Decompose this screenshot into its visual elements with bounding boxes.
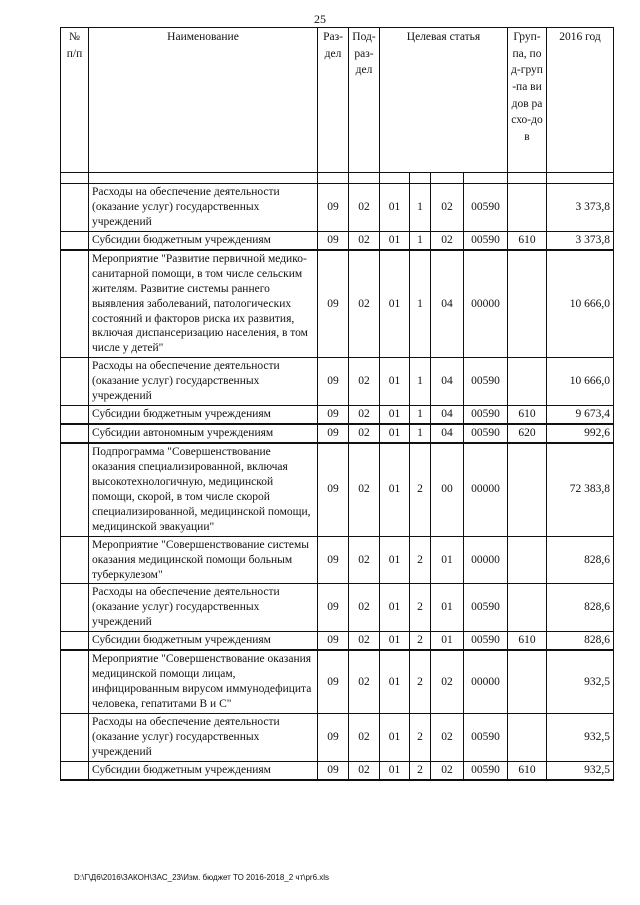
- row-expense-group: 610: [508, 231, 547, 249]
- row-razdel: 09: [318, 443, 349, 536]
- row-razdel: 09: [318, 713, 349, 761]
- row-target-direction: 00590: [464, 761, 508, 779]
- row-target-program: 01: [380, 184, 410, 232]
- table-row: [61, 184, 614, 232]
- row-name: Расходы на обеспечение деятельности (оказание услуг) государственных учреждений: [89, 358, 318, 406]
- row-target-program: 01: [380, 536, 410, 584]
- row-name: Мероприятие "Совершенствование системы оказания медицинской помощи больным туберкулезом": [89, 536, 318, 584]
- file-path-footer: D:\Г\Д6\2016\ЗАКОН\ЗАС_23\Изм. бюджет ТО 2016-2018_2 чт\pr6.xls: [74, 873, 330, 882]
- header-target: Целевая статья: [380, 28, 508, 173]
- row-target-event: 00: [431, 443, 464, 536]
- row-razdel: 09: [318, 250, 349, 358]
- table-row: [61, 650, 614, 713]
- row-num: [61, 536, 89, 584]
- table-row: [61, 250, 614, 358]
- row-target-program: 01: [380, 761, 410, 779]
- header-group: Груп-па, под-груп-па видов расхо-дов: [508, 28, 547, 173]
- row-target-program: 01: [380, 231, 410, 249]
- row-amount-2016: 3 373,8: [547, 231, 614, 249]
- row-target-direction: 00590: [464, 713, 508, 761]
- row-podrazdel: 02: [349, 250, 380, 358]
- row-podrazdel: 02: [349, 536, 380, 584]
- table-row: [61, 231, 614, 249]
- row-razdel: 09: [318, 231, 349, 249]
- row-podrazdel: 02: [349, 406, 380, 424]
- row-podrazdel: 02: [349, 761, 380, 779]
- row-target-event: 02: [431, 650, 464, 713]
- row-target-direction: 00000: [464, 250, 508, 358]
- spacer-row: [61, 173, 614, 184]
- row-target-direction: 00590: [464, 358, 508, 406]
- row-amount-2016: 10 666,0: [547, 250, 614, 358]
- row-target-program: 01: [380, 584, 410, 632]
- row-razdel: 09: [318, 632, 349, 650]
- row-razdel: 09: [318, 761, 349, 779]
- row-podrazdel: 02: [349, 713, 380, 761]
- row-name: Мероприятие "Совершенствование оказания медицинской помощи лицам, инфицированным вирусом иммунодефицита человека, гепатитами В и С": [89, 650, 318, 713]
- table-row: [61, 358, 614, 406]
- row-target-direction: 00590: [464, 424, 508, 443]
- row-num: [61, 761, 89, 779]
- row-num: [61, 650, 89, 713]
- row-razdel: 09: [318, 358, 349, 406]
- row-num: [61, 184, 89, 232]
- row-expense-group: [508, 650, 547, 713]
- row-expense-group: 620: [508, 424, 547, 443]
- row-target-program: 01: [380, 406, 410, 424]
- header-num: № п/п: [61, 28, 89, 173]
- row-amount-2016: 932,5: [547, 761, 614, 779]
- row-podrazdel: 02: [349, 443, 380, 536]
- row-target-direction: 00000: [464, 443, 508, 536]
- row-target-subprogram: 2: [410, 632, 431, 650]
- row-name: Подпрограмма "Совершенствование оказания специализированной, включая высокотехнологичную, медицинской помощи, скорой, в том числе скорой специализированной, медицинской помощи, медицинской эвакуации": [89, 443, 318, 536]
- row-target-program: 01: [380, 358, 410, 406]
- row-num: [61, 584, 89, 632]
- row-num: [61, 713, 89, 761]
- page-number: 25: [314, 12, 326, 26]
- row-podrazdel: 02: [349, 231, 380, 249]
- row-podrazdel: 02: [349, 650, 380, 713]
- row-name: Субсидии автономным учреждениям: [89, 424, 318, 443]
- row-razdel: 09: [318, 650, 349, 713]
- row-target-subprogram: 1: [410, 231, 431, 249]
- row-name: Мероприятие "Развитие первичной медико-санитарной помощи, в том числе сельским жителям. Развитие системы раннего выявления заболеваний, патологических состояний и факторов риска их развития, включая диспансеризацию населения, в том числе у детей": [89, 250, 318, 358]
- row-amount-2016: 992,6: [547, 424, 614, 443]
- row-amount-2016: 3 373,8: [547, 184, 614, 232]
- row-razdel: 09: [318, 584, 349, 632]
- row-target-subprogram: 1: [410, 406, 431, 424]
- row-amount-2016: 932,5: [547, 650, 614, 713]
- row-target-direction: 00590: [464, 231, 508, 249]
- row-target-subprogram: 2: [410, 713, 431, 761]
- budget-table: [60, 27, 614, 781]
- table-row: [61, 584, 614, 632]
- table-header: [61, 28, 614, 173]
- row-target-subprogram: 1: [410, 184, 431, 232]
- row-amount-2016: 10 666,0: [547, 358, 614, 406]
- row-target-program: 01: [380, 443, 410, 536]
- row-razdel: 09: [318, 406, 349, 424]
- row-amount-2016: 828,6: [547, 536, 614, 584]
- table-row: [61, 713, 614, 761]
- row-target-subprogram: 2: [410, 536, 431, 584]
- row-name: Расходы на обеспечение деятельности (оказание услуг) государственных учреждений: [89, 713, 318, 761]
- row-target-direction: 00590: [464, 406, 508, 424]
- row-target-subprogram: 1: [410, 358, 431, 406]
- row-num: [61, 424, 89, 443]
- row-num: [61, 406, 89, 424]
- row-num: [61, 250, 89, 358]
- row-target-program: 01: [380, 650, 410, 713]
- row-amount-2016: 828,6: [547, 584, 614, 632]
- row-expense-group: [508, 443, 547, 536]
- row-target-subprogram: 2: [410, 584, 431, 632]
- row-expense-group: 610: [508, 632, 547, 650]
- row-target-event: 04: [431, 358, 464, 406]
- row-podrazdel: 02: [349, 424, 380, 443]
- row-target-event: 04: [431, 424, 464, 443]
- row-target-event: 01: [431, 584, 464, 632]
- row-target-program: 01: [380, 424, 410, 443]
- row-target-subprogram: 2: [410, 650, 431, 713]
- table-row: [61, 761, 614, 779]
- row-num: [61, 231, 89, 249]
- table-row: [61, 536, 614, 584]
- row-target-event: 02: [431, 231, 464, 249]
- row-expense-group: [508, 713, 547, 761]
- row-target-program: 01: [380, 632, 410, 650]
- row-expense-group: 610: [508, 406, 547, 424]
- row-target-program: 01: [380, 713, 410, 761]
- header-razdel: Раз-дел: [318, 28, 349, 173]
- table-row: [61, 632, 614, 650]
- row-amount-2016: 72 383,8: [547, 443, 614, 536]
- row-expense-group: [508, 184, 547, 232]
- row-num: [61, 632, 89, 650]
- row-target-event: 04: [431, 250, 464, 358]
- row-razdel: 09: [318, 536, 349, 584]
- row-podrazdel: 02: [349, 632, 380, 650]
- row-target-subprogram: 2: [410, 443, 431, 536]
- row-target-direction: 00000: [464, 536, 508, 584]
- row-target-direction: 00590: [464, 184, 508, 232]
- header-podrazdel: Под-раз-дел: [349, 28, 380, 173]
- row-podrazdel: 02: [349, 584, 380, 632]
- row-razdel: 09: [318, 184, 349, 232]
- row-target-direction: 00590: [464, 632, 508, 650]
- row-target-subprogram: 1: [410, 250, 431, 358]
- row-target-event: 02: [431, 713, 464, 761]
- row-target-event: 01: [431, 632, 464, 650]
- table-row: [61, 443, 614, 536]
- row-podrazdel: 02: [349, 358, 380, 406]
- row-name: Субсидии бюджетным учреждениям: [89, 632, 318, 650]
- row-amount-2016: 828,6: [547, 632, 614, 650]
- row-target-direction: 00590: [464, 584, 508, 632]
- row-expense-group: [508, 584, 547, 632]
- row-num: [61, 358, 89, 406]
- row-name: Расходы на обеспечение деятельности (оказание услуг) государственных учреждений: [89, 584, 318, 632]
- row-name: Субсидии бюджетным учреждениям: [89, 761, 318, 779]
- row-name: Субсидии бюджетным учреждениям: [89, 231, 318, 249]
- table-row: [61, 424, 614, 443]
- header-year: 2016 год: [547, 28, 614, 173]
- row-name: Расходы на обеспечение деятельности (оказание услуг) государственных учреждений: [89, 184, 318, 232]
- row-target-subprogram: 1: [410, 424, 431, 443]
- row-target-event: 02: [431, 184, 464, 232]
- row-target-event: 02: [431, 761, 464, 779]
- row-expense-group: [508, 250, 547, 358]
- row-target-event: 01: [431, 536, 464, 584]
- row-expense-group: [508, 536, 547, 584]
- row-expense-group: 610: [508, 761, 547, 779]
- row-razdel: 09: [318, 424, 349, 443]
- row-expense-group: [508, 358, 547, 406]
- row-target-event: 04: [431, 406, 464, 424]
- row-podrazdel: 02: [349, 184, 380, 232]
- row-num: [61, 443, 89, 536]
- row-target-direction: 00000: [464, 650, 508, 713]
- table-row: [61, 406, 614, 424]
- row-target-program: 01: [380, 250, 410, 358]
- row-amount-2016: 9 673,4: [547, 406, 614, 424]
- row-amount-2016: 932,5: [547, 713, 614, 761]
- row-name: Субсидии бюджетным учреждениям: [89, 406, 318, 424]
- header-name: Наименование: [89, 28, 318, 173]
- row-target-subprogram: 2: [410, 761, 431, 779]
